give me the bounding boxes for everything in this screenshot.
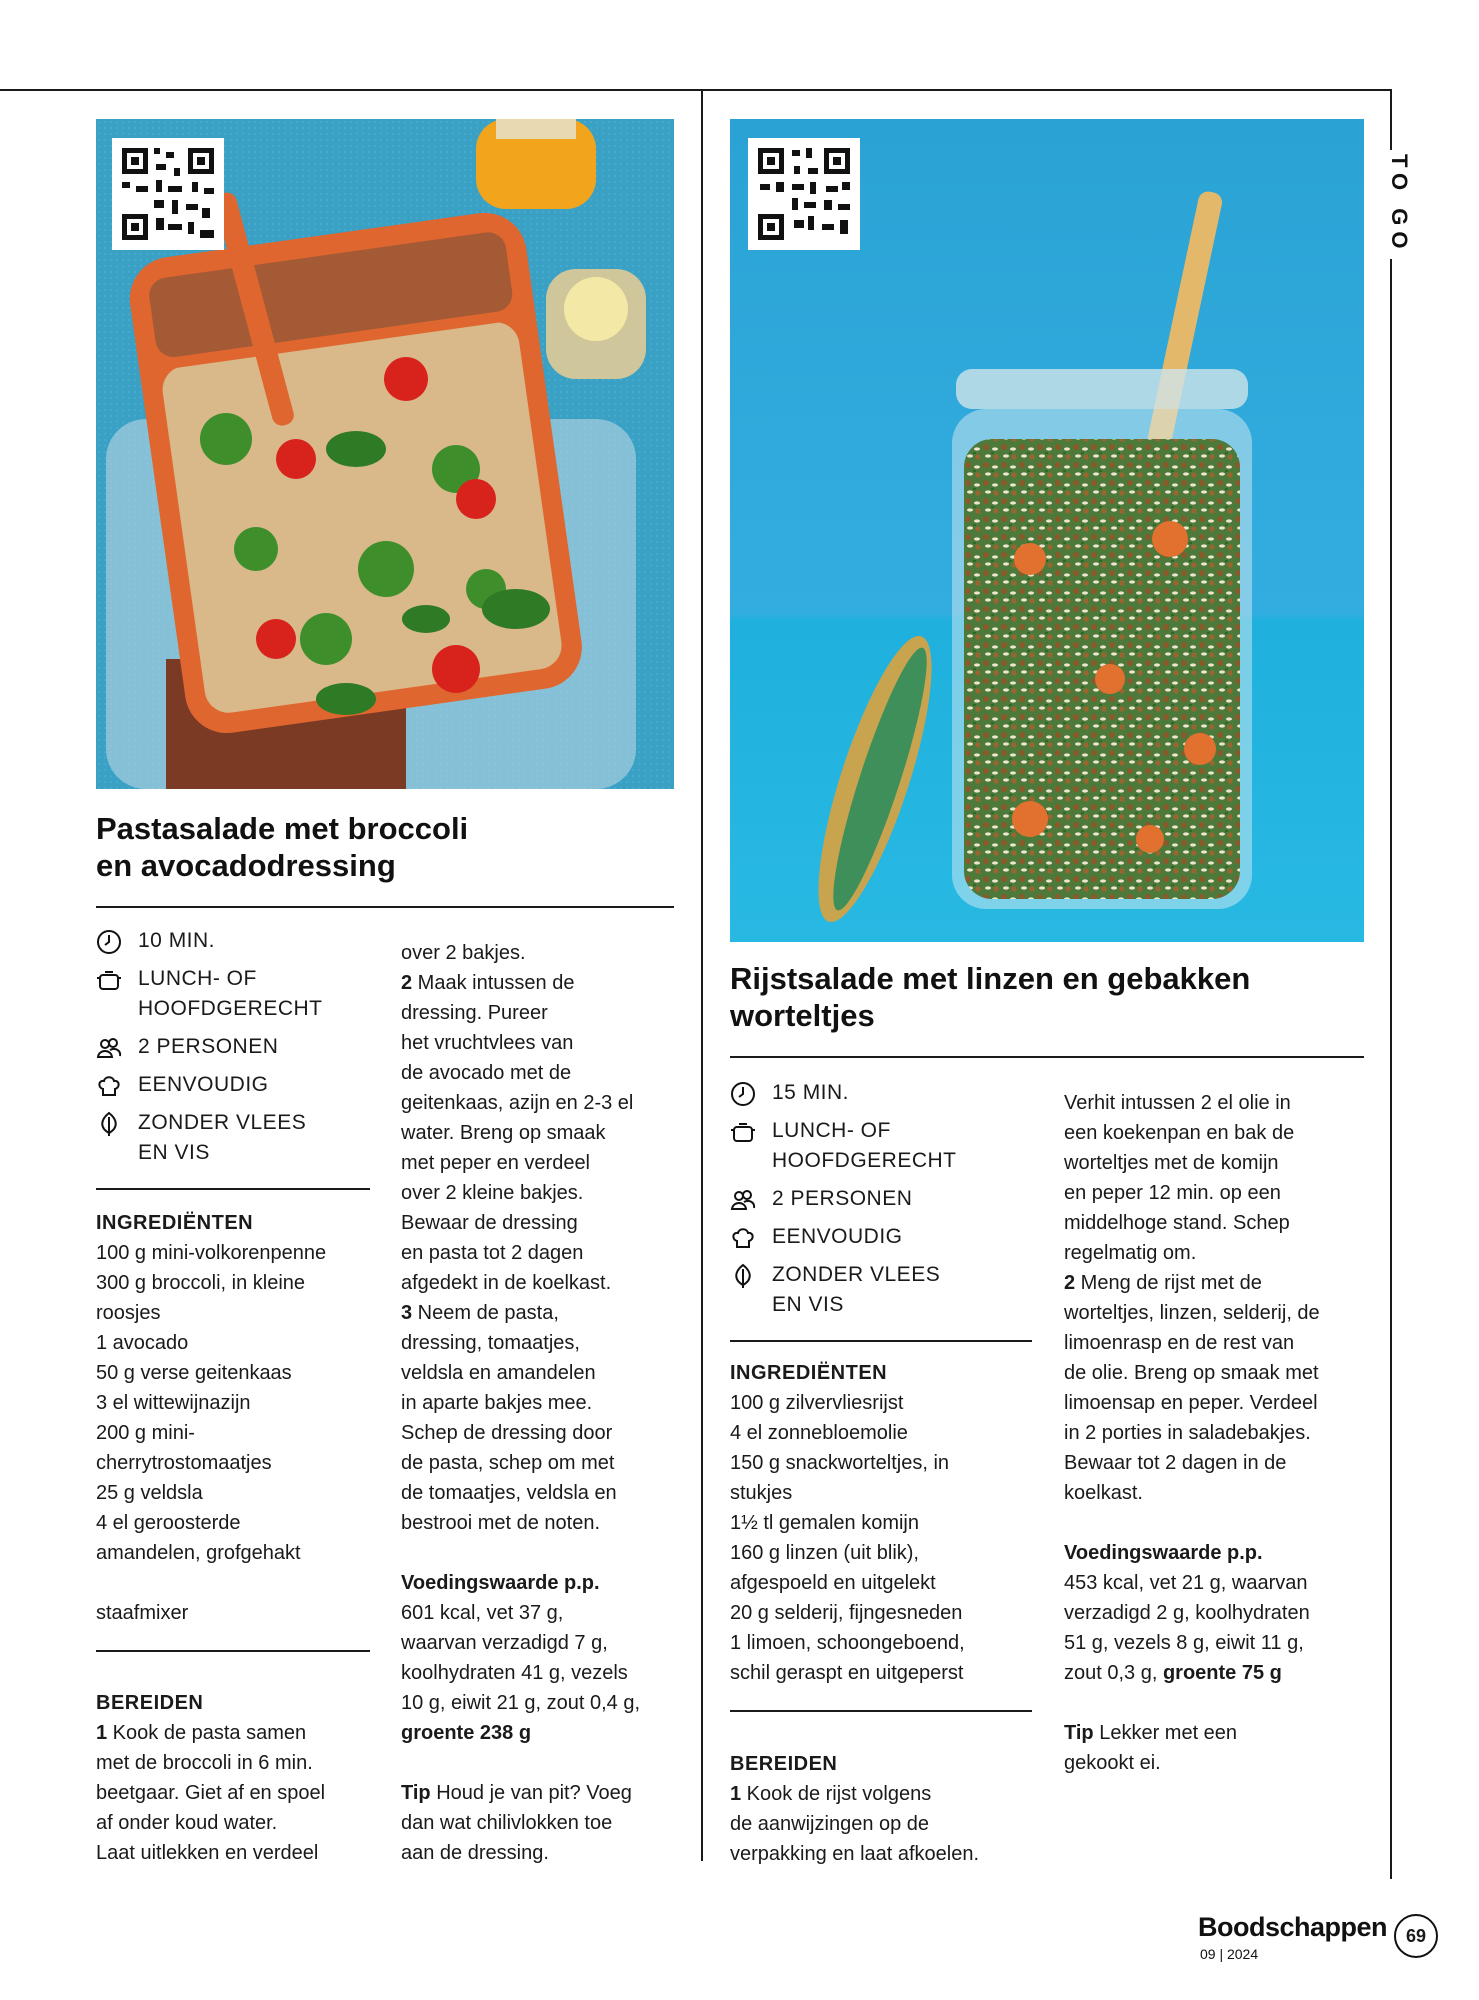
recipe1-meta-rule xyxy=(96,1188,370,1190)
recipe1-prep-heading: BEREIDEN xyxy=(96,1692,204,1714)
pot-icon xyxy=(730,1119,756,1145)
recipe1-step2: 2 Maak intussen de xyxy=(401,972,575,994)
recipe1-title xyxy=(96,810,676,884)
recipe2-tip: Tip Lekker met een xyxy=(1064,1722,1238,1744)
recipe1-step1: 1 Kook de pasta samen xyxy=(96,1722,307,1744)
recipe1-meta xyxy=(96,926,376,1176)
recipe1-ingredients-rule xyxy=(96,1650,370,1652)
recipe1-diet: ZONDER VLEES EN VIS xyxy=(96,1108,376,1168)
ingredient: 25 g veldsla xyxy=(96,1482,203,1504)
ingredient: stukjes xyxy=(730,1482,793,1504)
people-icon xyxy=(96,1035,122,1061)
recipe2-title-rule xyxy=(730,1056,1364,1058)
recipe2-meta-rule xyxy=(730,1340,1032,1342)
recipe2-prep-heading: BEREIDEN xyxy=(730,1753,838,1775)
recipe1-course: LUNCH- OF HOOFDGERECHT xyxy=(96,964,376,1024)
brand-logo: Boodschappen xyxy=(1198,1912,1388,1942)
recipe1-nutrition-veg: groente 238 g xyxy=(401,1722,532,1744)
recipe2-course: LUNCH- OF HOOFDGERECHT xyxy=(730,1116,1020,1176)
recipe1-prep-continued: over 2 bakjes. 2 Maak intussen de dressing. Pureer het vruchtvlees van de avocado met de geitenkaas, azijn en 2-3 el water. Breng op smaak met peper en verdeel over 2 kleine bakjes. Bewaar de dressing en pasta tot 2 dagen afgedekt in de koelkast. 3 Neem de pasta, dressing, tomaatjes, veldsla en amandelen in aparte bakjes mee. Schep de dressing door de pasta, schep om met de tomaatjes, veldsla en bestrooi met de noten. Voedingswaarde p.p. 601 kcal, vet 37 g, waarvan verzadigd 7 g, koolhydraten 41 g, vezels 10 g, eiwit 21 g, zout 0,4 g, groente 238 g Tip Houd je van pit? Voeg dan wat chilivlokken toe aan de dressing. xyxy=(401,938,691,1868)
recipe2-title-line1: Rijstsalade met linzen en gebakken xyxy=(730,961,1251,996)
chef-hat-icon xyxy=(730,1225,756,1251)
clock-icon xyxy=(730,1081,756,1107)
recipe2-ingredients-rule xyxy=(730,1710,1032,1712)
page-number: 69 xyxy=(1394,1914,1438,1958)
qr-code-icon[interactable] xyxy=(748,138,860,250)
chef-hat-icon xyxy=(96,1073,122,1099)
ingredient: 300 g broccoli, in kleine xyxy=(96,1272,306,1294)
ingredient: 20 g selderij, fijngesneden xyxy=(730,1602,963,1624)
recipe2-ingredients-heading: INGREDIËNTEN xyxy=(730,1362,888,1384)
ingredient: 100 g mini-volkorenpenne xyxy=(96,1242,327,1264)
qr-code-icon[interactable] xyxy=(112,138,224,250)
recipe1-ingredients-heading: INGREDIËNTEN xyxy=(96,1212,254,1234)
recipe2-persons: 2 PERSONEN xyxy=(730,1184,1020,1214)
recipe1-tool: staafmixer xyxy=(96,1602,189,1624)
leaf-icon xyxy=(96,1111,122,1137)
ingredient: amandelen, grofgehakt xyxy=(96,1542,301,1564)
ingredient: 50 g verse geitenkaas xyxy=(96,1362,292,1384)
recipe2-difficulty: EENVOUDIG xyxy=(730,1222,1020,1252)
recipe1-title-line1: Pastasalade met broccoli xyxy=(96,811,469,846)
section-tab: TO GO xyxy=(1386,150,1412,259)
ingredient: 3 el wittewijnazijn xyxy=(96,1392,251,1414)
recipe2-nutrition-veg: groente 75 g xyxy=(1162,1662,1282,1684)
ingredient: 4 el zonnebloemolie xyxy=(730,1422,908,1444)
ingredient: 1½ tl gemalen komijn xyxy=(730,1512,919,1534)
ingredient: 4 el geroosterde xyxy=(96,1512,241,1534)
clock-icon xyxy=(96,929,122,955)
people-icon xyxy=(730,1187,756,1213)
recipe1-time: 10 MIN. xyxy=(96,926,376,956)
recipe1-difficulty: EENVOUDIG xyxy=(96,1070,376,1100)
recipe1-step3: 3 Neem de pasta, xyxy=(401,1302,559,1324)
recipe1-title-line2: en avocadodressing xyxy=(96,848,396,883)
ingredient: 200 g mini- xyxy=(96,1422,195,1444)
recipe2-prep: BEREIDEN 1 Kook de rijst volgens de aanwijzingen op de verpakking en laat afkoelen. xyxy=(730,1749,1040,1869)
recipe1-persons: 2 PERSONEN xyxy=(96,1032,376,1062)
recipe2-nutrition-heading: Voedingswaarde p.p. xyxy=(1064,1542,1263,1564)
recipe2-prep-continued: Verhit intussen 2 el olie in een koekenpan en bak de worteltjes met de komijn en peper 12 min. op een middelhoge stand. Schep regelmatig om. 2 Meng de rijst met de worteltjes, linzen, selderij, de limoenrasp en de rest van de olie. Breng op smaak met limoensap en peper. Verdeel in 2 porties in saladebakjes. Bewaar tot 2 dagen in de koelkast. Voedingswaarde p.p. 453 kcal, vet 21 g, waarvan verzadigd 2 g, koolhydraten 51 g, vezels 8 g, eiwit 11 g, zout 0,3 g, groente 75 g Tip Lekker met een gekookt ei. xyxy=(1064,1088,1374,1778)
top-rule xyxy=(0,89,1392,91)
recipe2-meta xyxy=(730,1078,1020,1328)
recipe1-title-rule xyxy=(96,906,674,908)
ingredient: 1 limoen, schoongeboend, xyxy=(730,1632,965,1654)
ingredient: 1 avocado xyxy=(96,1332,189,1354)
ingredient: 150 g snackworteltjes, in xyxy=(730,1452,950,1474)
recipe1-tip: Tip Houd je van pit? Voeg xyxy=(401,1782,632,1804)
recipe2-time: 15 MIN. xyxy=(730,1078,1020,1108)
pot-icon xyxy=(96,967,122,993)
recipe2-diet: ZONDER VLEES EN VIS xyxy=(730,1260,1020,1320)
ingredient: 100 g zilvervliesrijst xyxy=(730,1392,904,1414)
issue-date: 09 | 2024 xyxy=(1200,1946,1259,1962)
recipe1-nutrition-heading: Voedingswaarde p.p. xyxy=(401,1572,600,1594)
ingredient: schil geraspt en uitgeperst xyxy=(730,1662,964,1684)
recipe1-ingredients xyxy=(96,1208,386,1628)
ingredient: roosjes xyxy=(96,1302,161,1324)
recipe2-title xyxy=(730,960,1380,1034)
ingredient: 160 g linzen (uit blik), xyxy=(730,1542,919,1564)
right-rule xyxy=(1390,89,1392,1879)
ingredient: afgespoeld en uitgelekt xyxy=(730,1572,936,1594)
column-divider xyxy=(701,89,703,1861)
leaf-icon xyxy=(730,1263,756,1289)
ingredient: cherrytrostomaatjes xyxy=(96,1452,272,1474)
recipe2-step2: 2 Meng de rijst met de xyxy=(1064,1272,1262,1294)
recipe2-title-line2: worteltjes xyxy=(730,998,875,1033)
recipe2-ingredients xyxy=(730,1358,1040,1688)
recipe2-step1: 1 Kook de rijst volgens xyxy=(730,1783,932,1805)
recipe1-prep: BEREIDEN 1 Kook de pasta samen met de broccoli in 6 min. beetgaar. Giet af en spoel af onder koud water. Laat uitlekken en verdeel xyxy=(96,1688,386,1868)
